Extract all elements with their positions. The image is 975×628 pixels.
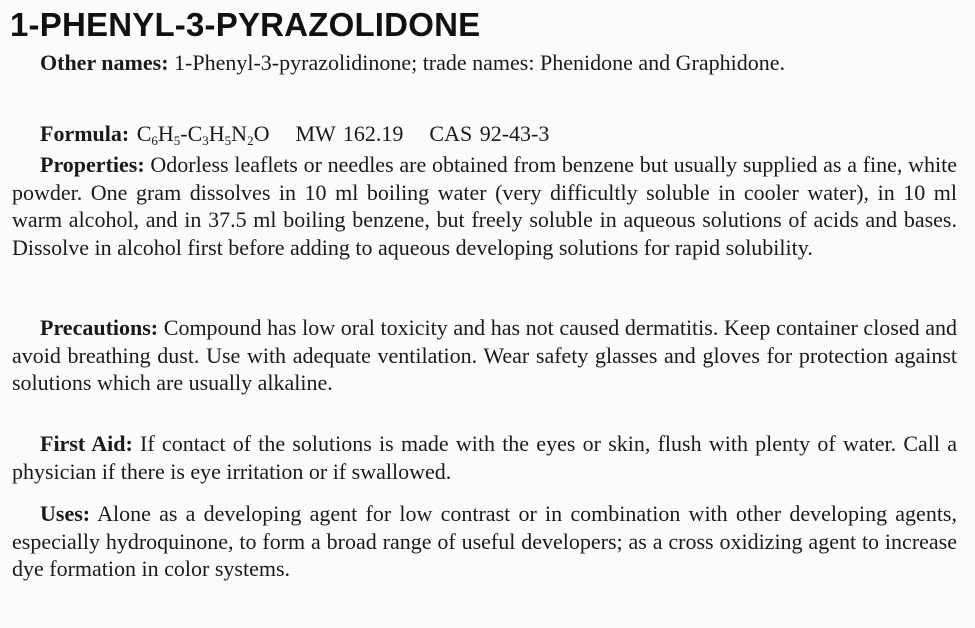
- uses-entry: [12, 500, 957, 583]
- other-names-label: Other names:: [40, 50, 169, 75]
- document-title: 1-PHENYL-3-PYRAZOLIDONE: [10, 6, 481, 43]
- chemical-formula: $C_6H_5-C_3H_5N_2O$: [136, 121, 270, 148]
- other-names-entry: [12, 49, 957, 77]
- properties-text: Odorless leaflets or needles are obtained from benzene but usually supplied as a fine, white powder. One gram dissolves in 10 ml boiling water (very difficultly soluble in cooler water), in 10 ml warm alcohol, and in 37.5 ml boiling benzene, but freely soluble in aqueous solutions of acids and bases. Dissolve in alcohol first before adding to aqueous developing solutions for rapid solubility.: [12, 152, 958, 260]
- formula-label: Formula:: [40, 121, 130, 146]
- first-aid-text: If contact of the solutions is made with the eyes or skin, flush with plenty of water. Call a physician if there is eye irritation or if swallowed.: [12, 431, 958, 484]
- properties-entry: [12, 151, 957, 261]
- uses-text: Alone as a developing agent for low contrast or in combination with other developing agents, especially hydroquinone, to form a broad range of useful developers; as a cross oxidizing agent to increase dye formation in color systems.: [12, 501, 957, 581]
- first-aid-label: First Aid:: [40, 431, 133, 456]
- uses-label: Uses:: [40, 501, 91, 526]
- cas-number: CAS 92-43-3: [429, 121, 550, 146]
- first-aid-entry: [12, 430, 957, 485]
- precautions-text: Compound has low oral toxicity and has not caused dermatitis. Keep container closed and avoid breathing dust. Use with adequate ventilation. Wear safety glasses and gloves for protection against solutions which are usually alkaline.: [12, 315, 958, 395]
- precautions-label: Precautions:: [40, 315, 159, 340]
- other-names-text: 1-Phenyl-3-pyrazolidinone; trade names: Phenidone and Graphidone.: [174, 50, 785, 75]
- molecular-weight: MW 162.19: [295, 121, 404, 146]
- precautions-entry: [12, 314, 957, 397]
- properties-label: Properties:: [40, 152, 145, 177]
- formula-entry: [12, 120, 957, 148]
